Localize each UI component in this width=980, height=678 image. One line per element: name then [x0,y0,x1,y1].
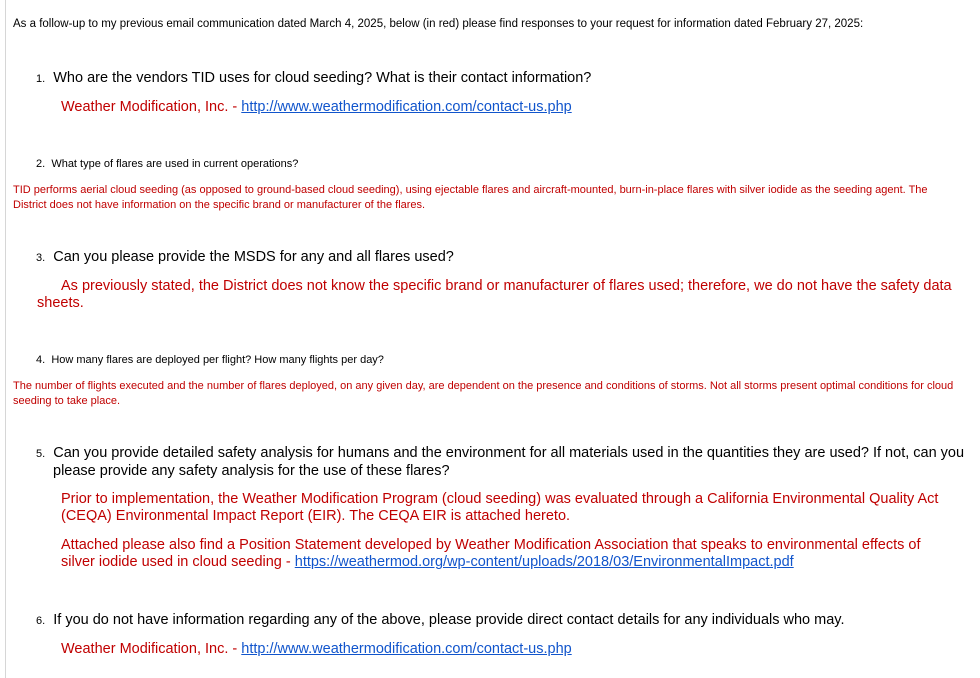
question-text: How many flares are deployed per flight? How many flights per day? [51,354,384,366]
answer-text: Attached please also find a Position Statement developed by Weather Modification Association that speaks to environmental effects of silver iodide used in cloud seeding - [61,537,921,570]
question-number: 4. [36,354,46,366]
answer-5-paragraph-1: Prior to implementation, the Weather Modification Program (cloud seeding) was evaluated through a California Environmental Quality Act (CEQA) Environmental Impact Report (EIR). The CEQA EIR is attached hereto. [61,491,939,524]
answer-6 [61,641,961,658]
question-5 [36,445,968,480]
answer-text: Weather Modification, Inc. - [61,99,242,115]
answer-3: As previously stated, the District does not know the specific brand or manufacturer of flares used; therefore, we do not have the safety data sheets. [37,278,952,311]
answer-5-paragraph-2 [61,537,956,571]
question-number: 5. [36,448,46,460]
question-2 [36,157,956,171]
question-text: If you do not have information regarding any of the above, please provide direct contact details for any individuals who may. [53,612,845,628]
question-3 [36,249,956,267]
question-text: Who are the vendors TID uses for cloud seeding? What is their contact information? [53,70,592,86]
position-statement-link[interactable]: https://weathermod.org/wp-content/uploads/2018/03/EnvironmentalImpact.pdf [294,554,794,570]
question-number: 3. [36,252,46,264]
question-number: 2. [36,158,46,170]
answer-2: TID performs aerial cloud seeding (as opposed to ground-based cloud seeding), using ejectable flares and aircraft-mounted, burn-in-place flares with silver iodide as the seeding agent. The District does not have information on the specific brand or manufacturer of the flares. [13,184,928,211]
vendor-contact-link[interactable]: http://www.weathermodification.com/contact-us.php [241,641,572,657]
question-number: 1. [36,73,46,85]
question-number: 6. [36,615,46,627]
question-text: What type of flares are used in current operations? [51,158,299,170]
answer-1 [61,99,961,116]
question-4 [36,353,956,367]
intro-paragraph: As a follow-up to my previous email communication dated March 4, 2025, below (in red) please find responses to your request for information dated February 27, 2025: [13,18,864,30]
question-text: Can you please provide the MSDS for any and all flares used? [53,249,454,265]
question-1 [36,70,956,88]
answer-text: Weather Modification, Inc. - [61,641,242,657]
question-text: Can you provide detailed safety analysis for humans and the environment for all materials used in the quantities they are used? If not, can you please provide any safety analysis for the use of these flares? [53,445,965,479]
question-6 [36,612,956,630]
answer-4: The number of flights executed and the number of flares deployed, on any given day, are dependent on the presence and conditions of storms. Not all storms present optimal conditions for cloud seeding to take place. [13,380,954,407]
vendor-contact-link[interactable]: http://www.weathermodification.com/contact-us.php [241,99,572,115]
